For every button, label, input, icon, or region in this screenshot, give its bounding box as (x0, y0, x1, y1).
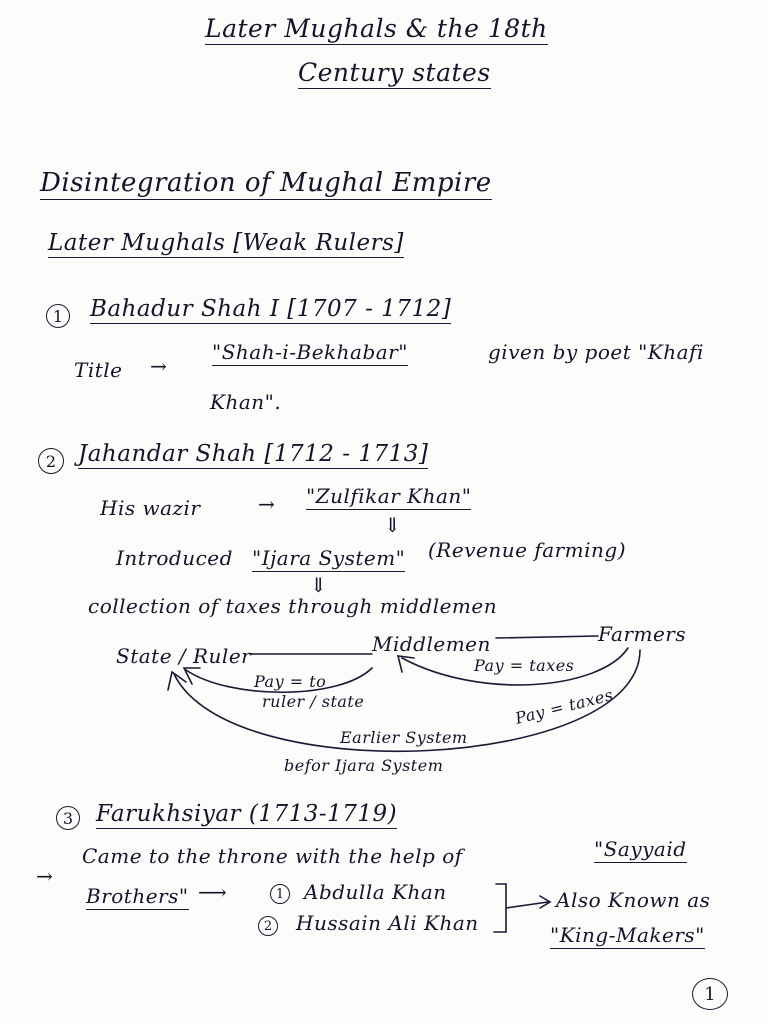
brother-number-2-text: 2 (263, 918, 273, 934)
section-heading (40, 168, 492, 198)
item-name-1 (90, 296, 451, 322)
title-value (212, 340, 408, 364)
title-rest: given by poet "Khafi (488, 340, 704, 364)
bracket-arrow-line (506, 902, 548, 908)
page-title-line2 (298, 58, 491, 87)
title-label: Title (74, 358, 123, 382)
diagram-pay-to-ruler: Pay = to (254, 672, 327, 691)
brother-number-1 (270, 884, 290, 904)
diagram-middlemen: Middlemen (372, 632, 491, 656)
diagram-state: State / Ruler (116, 644, 252, 668)
item-name-2 (78, 441, 428, 467)
item-name-3-text: Farukhsiyar (1713-1719) (96, 801, 398, 827)
sayyaid (594, 837, 687, 861)
bracket-arrowhead (540, 896, 550, 908)
item-name-3 (96, 801, 397, 827)
arrowhead-middlemen (398, 656, 414, 672)
title-text-2: Century states (298, 58, 491, 87)
collection-note: collection of taxes through middlemen (88, 594, 498, 618)
item-number-1-text: 1 (52, 306, 64, 326)
title-end: Khan". (210, 390, 282, 414)
section-subheading-text: Later Mughals [Weak Rulers] (48, 230, 404, 256)
item-number-2-text: 2 (45, 451, 57, 471)
diagram-pay-taxes2: Pay = taxes (513, 685, 616, 728)
item-number-3-text: 3 (62, 808, 74, 828)
brother-number-1-text: 1 (275, 886, 285, 902)
arrowhead-state (184, 668, 200, 684)
diagram-pay-to-ruler2: ruler / state (262, 692, 365, 711)
line-middlemen-farmers (496, 636, 598, 638)
page-title-line1 (205, 14, 548, 43)
wazir-label: His wazir (100, 496, 201, 520)
king-makers (550, 923, 705, 947)
arrow-icon: → (150, 354, 168, 378)
also-known-as: Also Known as (556, 888, 711, 912)
king-makers-text: "King-Makers" (550, 923, 705, 947)
ijara-system (252, 546, 405, 570)
item-number-1 (46, 304, 70, 328)
item-number-2 (38, 448, 64, 474)
wazir-value-text: "Zulfikar Khan" (306, 484, 472, 508)
brother-2: Hussain Ali Khan (296, 911, 479, 935)
diagram-before-ijara: befor Ijara System (284, 756, 444, 775)
diagram-farmers: Farmers (598, 622, 687, 646)
diagram-pay-taxes: Pay = taxes (474, 656, 575, 675)
arrow-icon: → (36, 864, 54, 888)
arrowhead-state-earlier (168, 672, 186, 690)
page-number-text: 1 (704, 983, 716, 1005)
item3-line1: Came to the throne with the help of (82, 844, 463, 868)
item-name-2-text: Jahandar Shah [1712 - 1713] (78, 441, 429, 467)
arrow-icon: → (258, 492, 276, 516)
ijara-note: (Revenue farming) (428, 538, 627, 562)
title-value-text: "Shah-i-Bekhabar" (212, 340, 408, 364)
introduced-label: Introduced (116, 546, 233, 570)
brothers (86, 884, 189, 908)
wazir-value (306, 484, 471, 508)
bracket-brothers (494, 884, 506, 932)
brothers-text: Brothers" (86, 884, 189, 908)
double-down-arrow-icon: ⇓ (310, 573, 328, 597)
title-text-1: Later Mughals & the 18th (205, 14, 548, 43)
page-number (692, 978, 728, 1010)
section-subheading (48, 230, 404, 256)
item-number-3 (56, 806, 80, 830)
arrow-icon: ⟶ (198, 880, 228, 904)
item-name-1-text: Bahadur Shah I [1707 - 1712] (90, 296, 452, 322)
brother-number-2 (258, 916, 278, 936)
sayyaid-text: "Sayyaid (594, 837, 687, 861)
double-down-arrow-icon: ⇓ (384, 513, 402, 537)
diagram-earlier-system: Earlier System (340, 728, 468, 747)
ijara-system-text: "Ijara System" (252, 546, 406, 570)
brother-1: Abdulla Khan (304, 880, 447, 904)
section-heading-text: Disintegration of Mughal Empire (40, 168, 492, 198)
